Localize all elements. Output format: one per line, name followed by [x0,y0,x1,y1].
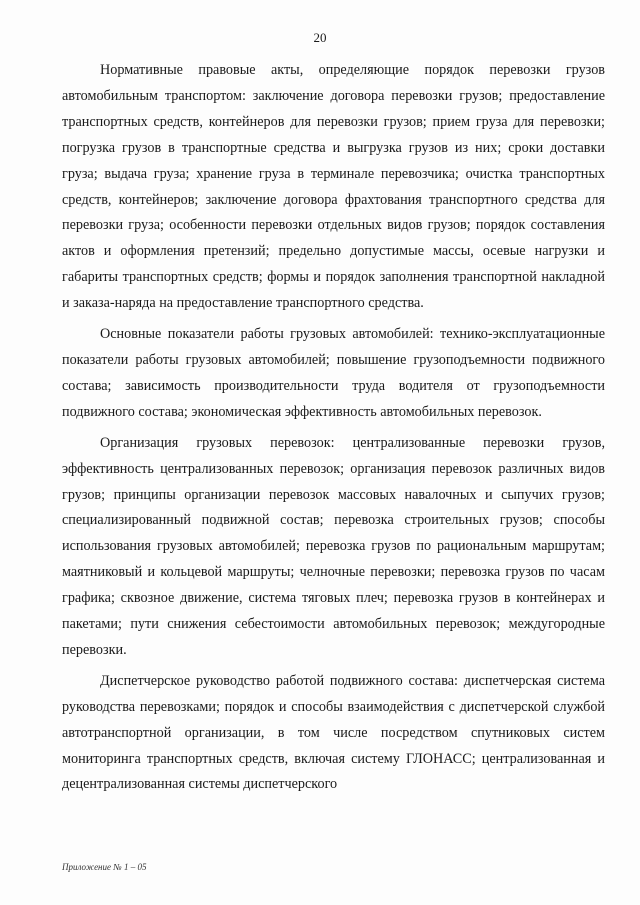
paragraph-performance-indicators: Основные показатели работы грузовых автомобилей: технико-эксплуатационные показатели работы грузовых автомобилей; повышение грузоподъемности подвижного состава; зависимость производительности труда водителя от грузоподъемности подвижного состава; экономическая эффективность автомобильных перевозок. [62,326,605,420]
page-number: 20 [313,30,327,45]
paragraph-legal-acts: Нормативные правовые акты, определяющие порядок перевозки грузов автомобильным транспортом: заключение договора перевозки грузов; предоставление транспортных средств, контейнеров для перевозки грузов; прием груза для перевозки; погрузка грузов в транспортные средства и выгрузка грузов из них; сроки доставки груза; выдача груза; хранение груза в терминале перевозчика; очистка транспортных средств, контейнеров; заключение договора фрахтования транспортного средства для перевозки груза; особенности перевозки отдельных видов грузов; порядок составления актов и оформления претензий; предельно допустимые массы, осевые нагрузки и габариты транспортных средств; формы и порядок заполнения транспортной накладной и заказа-наряда на предоставление транспортного средства. [62,62,605,312]
document-body [62,58,605,798]
paragraph-cargo-organization: Организация грузовых перевозок: централизованные перевозки грузов, эффективность централизованных перевозок; организация перевозок различных видов грузов; принципы организации перевозок массовых навалочных и сыпучих грузов; специализированный подвижной состав; перевозка строительных грузов; способы использования грузовых автомобилей; перевозка грузов по рациональным маршрутам; маятниковый и кольцевой маршруты; челночные перевозки; перевозка грузов по часам графика; сквозное движение, система тяговых плеч; перевозка грузов в контейнерах и пакетами; пути снижения себестоимости автомобильных перевозок; междугородные перевозки. [62,434,605,658]
footer-appendix-note: Приложение № 1 – 05 [62,862,147,872]
paragraph-dispatch-management: Диспетчерское руководство работой подвижного состава: диспетчерская система руководства перевозками; порядок и способы взаимодействия с диспетчерской службой автотранспортной организации, в том числе посредством спутниковых систем мониторинга транспортных средств, включая систему ГЛОНАСС; централизованная и децентрализованная системы диспетчерского [62,672,605,793]
